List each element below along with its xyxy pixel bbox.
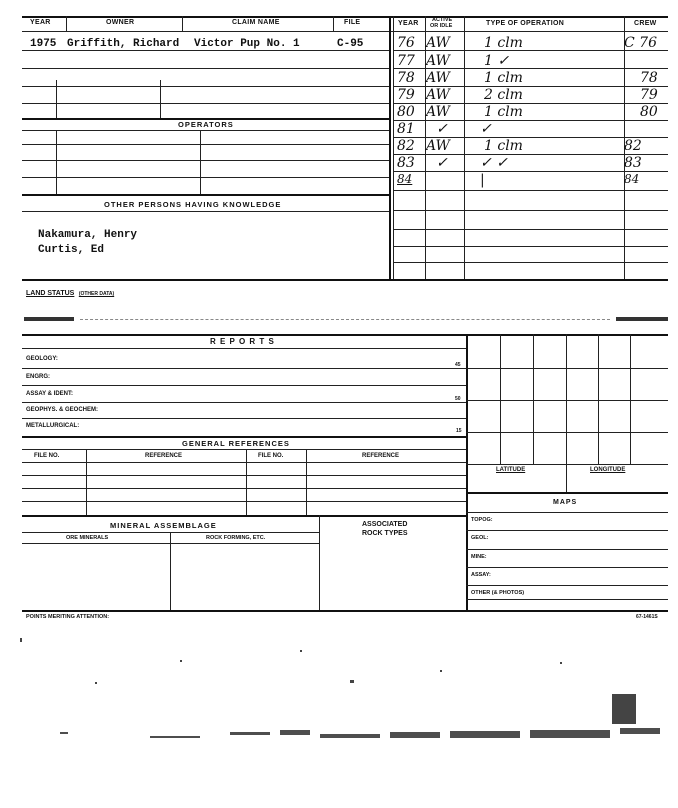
op-year: 79 [397,87,415,103]
col-owner: OWNER [106,19,135,26]
map-label: GEOL: [471,535,489,541]
associated-label: ASSOCIATED [362,521,408,528]
report-label: GEOLOGY: [26,356,58,362]
op-type: 1 clm [484,104,523,120]
op-year: 78 [397,70,415,86]
op-active: AW [426,138,450,154]
op-crew: C 76 [624,35,657,51]
right-grid-border [389,16,391,280]
claim-year: 1975 [30,38,57,50]
col-year: YEAR [30,19,51,26]
mineral-assemblage-title: MINERAL ASSEMBLAGE [110,521,217,530]
report-label: METALLURGICAL: [26,423,80,429]
op-type: ✓ [480,121,492,137]
op-active: ✓ [436,155,448,171]
op-active: AW [426,87,450,103]
op-crew: 80 [640,104,658,120]
op-active: AW [426,35,450,51]
report-num: 50 [455,396,461,402]
report-label: ENGRG: [26,374,50,380]
map-label: ASSAY: [471,572,491,578]
form-number: 67-1461S [636,614,658,620]
col-crew: CREW [634,20,657,27]
op-type: 1 clm [484,138,523,154]
map-label: OTHER (& PHOTOS) [471,590,525,596]
col-type-operation: TYPE OF OPERATION [486,20,565,27]
op-year: 83 [397,155,415,171]
points-meriting-attention: POINTS MERITING ATTENTION: [26,614,110,620]
op-type: 1 ✓ [484,53,510,69]
op-crew: 79 [640,87,658,103]
op-type: 1 clm [484,35,523,51]
op-active: ✓ [436,121,448,137]
op-year: 82 [397,138,415,154]
map-label: TOPOG: [471,517,493,523]
scan-noise [0,620,678,808]
ref-col-reference: REFERENCE [145,453,183,459]
op-crew: 83 [624,155,642,171]
claim-name: Victor Pup No. 1 [194,38,300,50]
col-idle: OR IDLE [430,23,453,29]
ref-col-file-no: FILE NO. [34,453,60,459]
maps-title: MAPS [553,499,578,506]
op-crew: 78 [640,70,658,86]
col-claim-name: CLAIM NAME [232,19,280,26]
op-type: | [480,172,485,188]
knowledge-title: OTHER PERSONS HAVING KNOWLEDGE [104,200,282,209]
ref-col-file-no-2: FILE NO. [258,453,284,459]
rock-types-label: ROCK TYPES [362,530,408,537]
ref-col-reference-2: REFERENCE [362,453,400,459]
op-year: 80 [397,104,415,120]
op-type: 1 clm [484,70,523,86]
op-active: AW [426,70,450,86]
general-references-title: GENERAL REFERENCES [182,439,290,448]
op-crew: 82 [624,138,642,154]
claim-owner: Griffith, Richard [67,38,180,50]
report-label: GEOPHYS. & GEOCHEM: [26,407,99,413]
longitude-label: LONGITUDE [590,467,626,473]
col-file: FILE [344,19,361,26]
knowledge-person: Nakamura, Henry [38,229,138,241]
map-label: MINE: [471,554,487,560]
op-year: 84 [397,172,413,186]
ore-minerals-label: ORE MINERALS [66,535,109,541]
op-type: ✓ ✓ [480,155,508,171]
top-border [22,16,668,18]
claim-file: C-95 [337,38,364,50]
reports-title: R E P O R T S [210,337,275,346]
op-year: 77 [397,53,415,69]
op-active: AW [426,104,450,120]
report-num: 15 [456,428,462,434]
op-type: 2 clm [484,87,523,103]
op-year: 76 [397,35,415,51]
col-year-2: YEAR [398,20,419,27]
header-rule [22,31,668,32]
knowledge-person: Curtis, Ed [38,244,105,256]
op-active: AW [426,53,450,69]
rock-forming-label: ROCK FORMING, ETC. [206,535,266,541]
op-year: 81 [397,121,415,137]
operators-title: OPERATORS [178,120,234,129]
col-active: ACTIVE [432,17,453,23]
report-num: 45 [455,362,461,368]
op-crew: 84 [624,172,640,186]
latitude-label: LATITUDE [496,467,526,473]
land-status-label: LAND STATUS (OTHER DATA) [26,290,115,297]
report-label: ASSAY & IDENT: [26,391,74,397]
